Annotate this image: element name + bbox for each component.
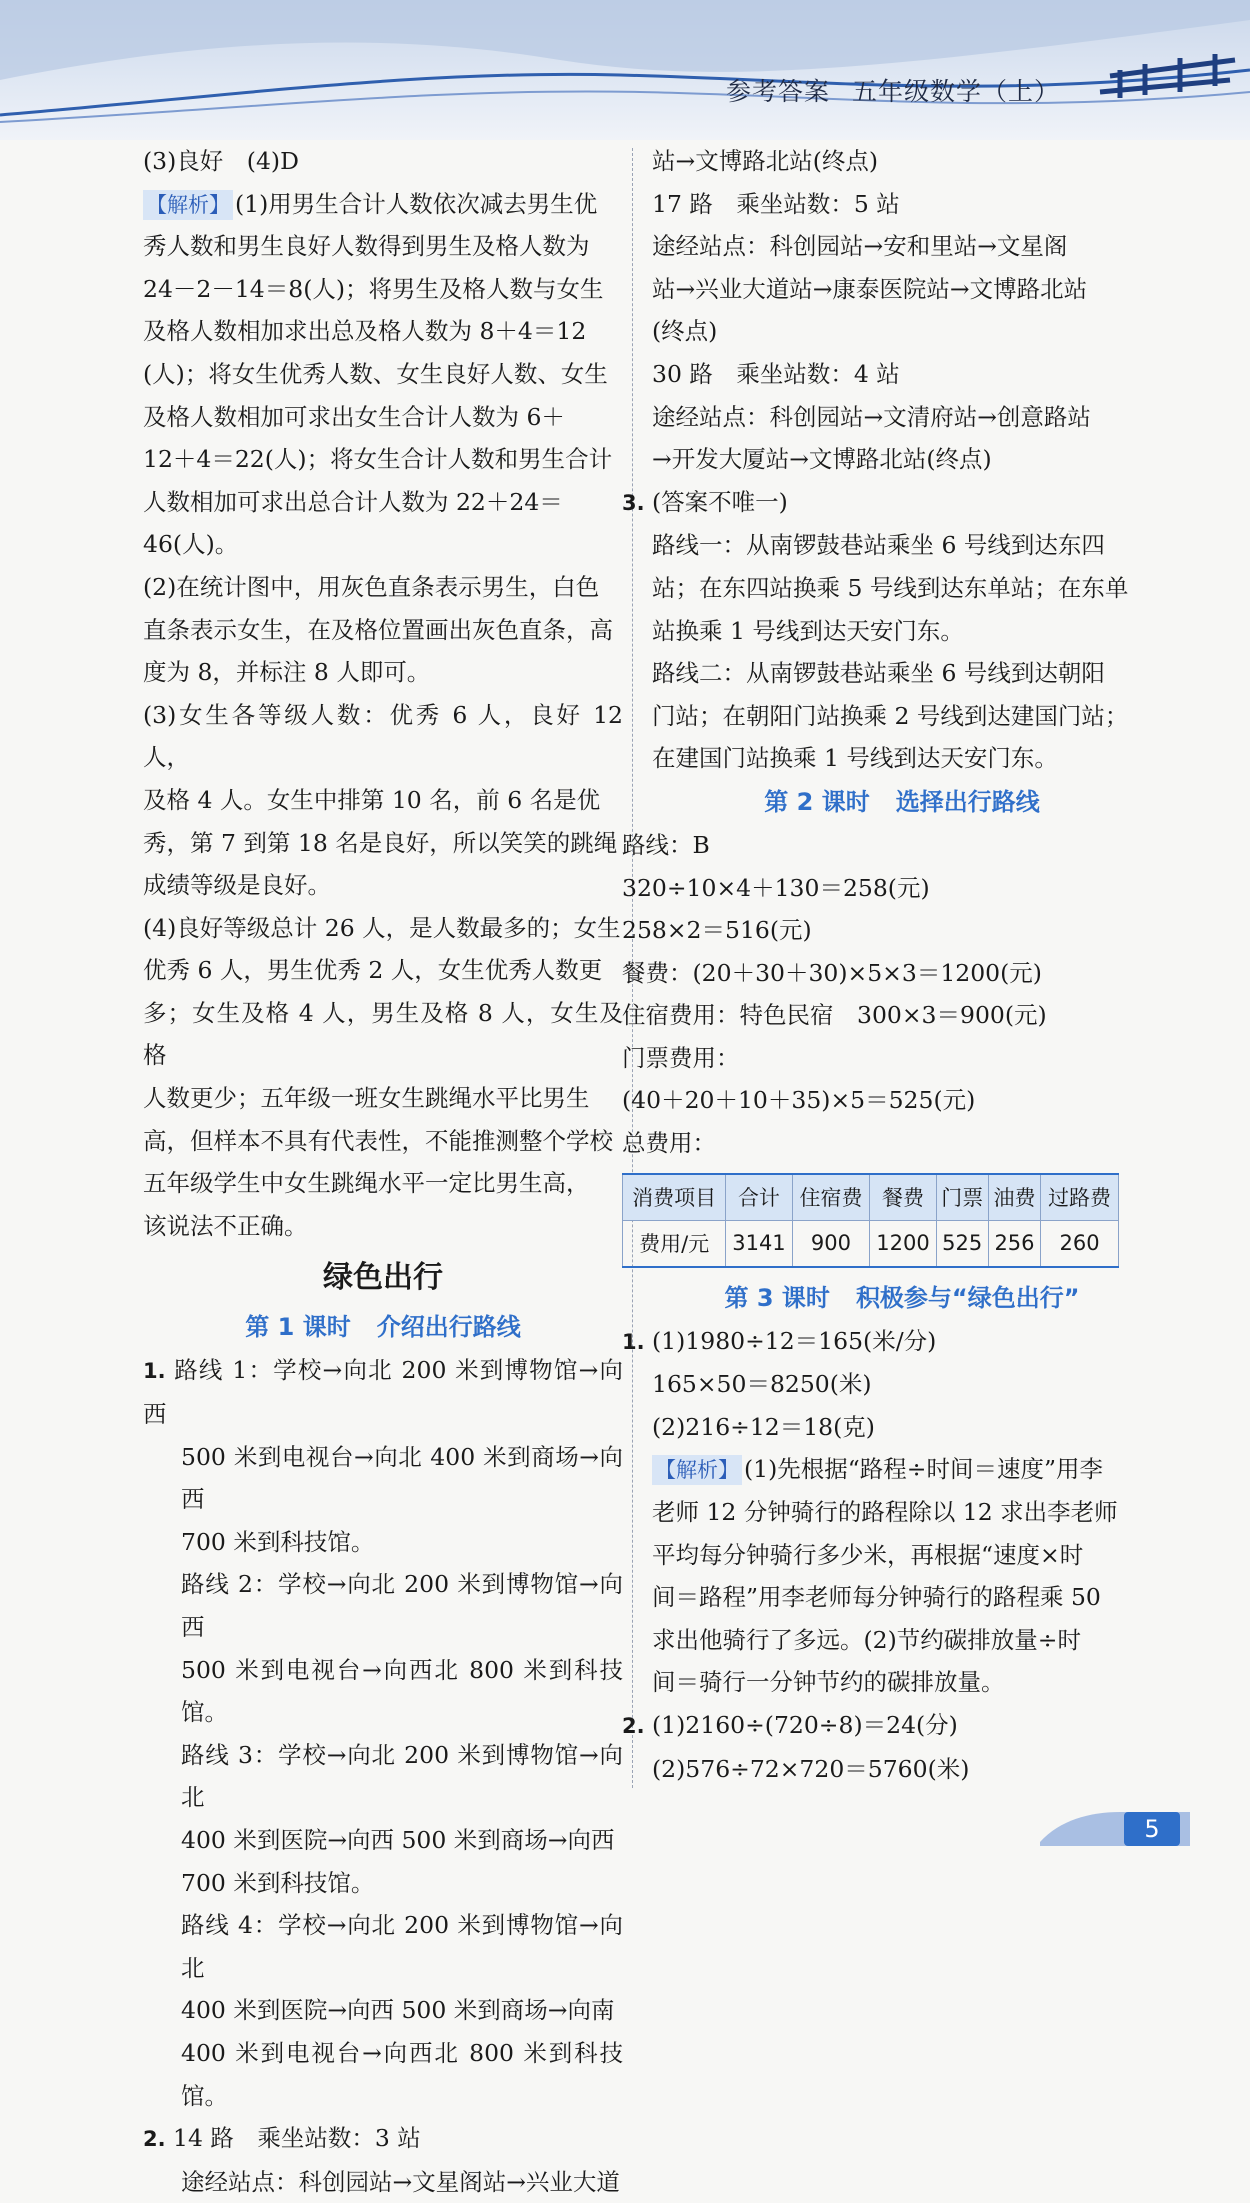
table-cell: 3141 (726, 1220, 792, 1267)
lesson-3-analysis-body (652, 1491, 1152, 1704)
text-line: (3)女生各等级人数：优秀 6 人，良好 12 人， (143, 700, 623, 772)
question-1 (143, 1349, 623, 1435)
question-2-body (143, 2161, 623, 2203)
text-line: 途经站点：科创园站→文星阁站→兴业大道 (181, 2167, 620, 2196)
text-line: 餐费：(20＋30＋30)×5×3＝1200(元) (622, 958, 1042, 987)
text-line: 及格人数相加可求出女生合计人数为 6＋ (143, 402, 565, 431)
text-line: 及格人数相加求出总及格人数为 8＋4＝12 (143, 317, 587, 346)
text-line: 住宿费用：特色民宿 300×3＝900(元) (622, 1001, 1047, 1030)
text-line: (终点) (652, 317, 718, 346)
section-title: 绿色出行 (323, 1260, 443, 1296)
question-3-first-line: (答案不唯一) (652, 487, 788, 516)
bus-routes-continued (652, 140, 1152, 481)
text-line: 及格 4 人。女生中排第 10 名，前 6 名是优 (143, 785, 601, 814)
text-line: 258×2＝516(元) (622, 916, 812, 945)
question-number: 2. (143, 2127, 166, 2152)
lesson-2-heading (652, 780, 1152, 824)
text-line: 站换乘 1 号线到达天安门东。 (652, 616, 964, 645)
text-line: 总费用： (622, 1129, 716, 1158)
text-line: 400 米到医院→向西 500 米到商场→向南 (181, 1996, 615, 2025)
text-line: 直条表示女生，在及格位置画出灰色直条，高 (143, 615, 613, 644)
lesson-3-q2-body (652, 1748, 1152, 1791)
text-line: 24－2－14＝8(人)；将男生及格人数与女生 (143, 274, 604, 303)
text-line: 多；女生及格 4 人，男生及格 8 人，女生及格 (143, 998, 623, 1070)
lesson-1-heading (143, 1305, 623, 1349)
lesson-3-label: 第 3 课时 (724, 1283, 830, 1312)
question-1-first-line: 路线 1：学校→向北 200 米到博物馆→向西 (143, 1356, 623, 1429)
text-line: 该说法不正确。 (143, 1211, 308, 1240)
analysis-first-line: (1)用男生合计人数依次减去男生优 (235, 189, 598, 218)
text-line: 高，但样本不具有代表性，不能推测整个学校 (143, 1126, 613, 1155)
lesson-3-question-2 (622, 1704, 1152, 1748)
lesson-3-q2-first-line: (1)2160÷(720÷8)＝24(分) (652, 1711, 958, 1739)
table-cell: 消费项目 (623, 1174, 726, 1221)
question-number: 1. (622, 1329, 645, 1354)
answer-line: (3)良好 (4)D (143, 147, 299, 175)
lesson-3-q1-first-line: (1)1980÷12＝165(米/分) (652, 1326, 937, 1355)
question-number: 3. (622, 490, 645, 515)
header-left-label: 参考答案 (725, 77, 830, 106)
text-line: (人)；将女生优秀人数、女生良好人数、女生 (143, 359, 608, 388)
lesson-3-question-1 (622, 1320, 1152, 1364)
cost-table-data-row (623, 1220, 1119, 1267)
text-line: 路线 4：学校→向北 200 米到博物馆→向北 (181, 1911, 623, 1982)
table-cell: 525 (936, 1220, 988, 1267)
text-line: 17 路 乘坐站数：5 站 (652, 189, 900, 218)
cost-table (622, 1173, 1119, 1268)
text-line: 500 米到电视台→向北 400 米到商场→向西 (181, 1442, 623, 1514)
table-cell: 260 (1041, 1220, 1119, 1267)
lesson-3-title: 积极参与“绿色出行” (855, 1283, 1080, 1312)
header-wave-decoration (0, 0, 1250, 140)
question-2 (143, 2117, 623, 2161)
question-number: 2. (622, 1714, 645, 1738)
text-line: 700 米到科技馆。 (181, 1868, 375, 1897)
analysis-tag: 【解析】 (652, 1455, 742, 1485)
lesson-3-heading (652, 1276, 1152, 1320)
analysis-body (143, 225, 623, 1247)
text-line: (2)216÷12＝18(克) (652, 1412, 875, 1441)
question-1-body (143, 1436, 623, 2118)
text-line: 站→文博路北站(终点) (652, 147, 879, 175)
text-line: 途经站点：科创园站→文清府站→创意路站 (652, 402, 1091, 431)
text-line: (2)576÷72×720＝5760(米) (652, 1754, 970, 1783)
left-column (143, 140, 623, 2203)
page-header (0, 0, 1250, 140)
text-line: 12＋4＝22(人)；将女生合计人数和男生合计 (143, 445, 613, 474)
lesson-3-analysis (652, 1448, 1152, 1491)
table-cell: 费用/元 (623, 1220, 726, 1267)
text-line: 在建国门站换乘 1 号线到达天安门东。 (652, 744, 1058, 773)
lesson-2-title: 选择出行路线 (895, 787, 1040, 816)
lesson-2-label: 第 2 课时 (764, 787, 870, 816)
text-line: →开发大厦站→文博路北站(终点) (652, 445, 992, 474)
text-line: (2)在统计图中，用灰色直条表示男生，白色 (143, 572, 600, 601)
table-cell: 住宿费 (792, 1174, 870, 1221)
header-right-label: 五年级数学（上） (851, 77, 1060, 106)
text-line: 500 米到电视台→向西北 800 米到科技馆。 (181, 1655, 623, 1727)
text-line: 五年级学生中女生跳绳水平一定比男生高， (143, 1169, 590, 1198)
text-line: 路线一：从南锣鼓巷站乘坐 6 号线到达东四 (652, 531, 1105, 560)
text-line: 路线二：从南锣鼓巷站乘坐 6 号线到达朝阳 (652, 659, 1105, 688)
question-2-first-line: 14 路 乘坐站数：3 站 (173, 2124, 421, 2153)
right-column (622, 140, 1152, 1790)
text-line: 165×50＝8250(米) (652, 1370, 872, 1399)
text-line: 老师 12 分钟骑行的路程除以 12 求出李老师 (652, 1498, 1118, 1527)
text-line: 路线 3：学校→向北 200 米到博物馆→向北 (181, 1740, 623, 1812)
table-cell: 合计 (726, 1174, 792, 1221)
table-cell: 门票 (936, 1174, 988, 1221)
question-3 (622, 481, 1152, 525)
text-line: 平均每分钟骑行多少米，再根据“速度×时 (652, 1540, 1084, 1569)
table-cell: 900 (792, 1220, 870, 1267)
text-line: 求出他骑行了多远。(2)节约碳排放量÷时 (652, 1625, 1081, 1654)
question-3-body (652, 524, 1152, 780)
text-line: 700 米到科技馆。 (181, 1527, 375, 1556)
text-line: 站；在东四站换乘 5 号线到达东单站；在东单 (652, 573, 1129, 602)
text-line: 度为 8，并标注 8 人即可。 (143, 658, 431, 687)
bridge-icon (1100, 54, 1235, 98)
table-cell: 过路费 (1041, 1174, 1119, 1221)
text-line: 成绩等级是良好。 (143, 871, 331, 900)
lesson-3-analysis-first-line: (1)先根据“路程÷时间＝速度”用李 (744, 1455, 1104, 1484)
text-line: 400 米到电视台→向西北 800 米到科技馆。 (181, 2038, 623, 2110)
text-line: 人数更少；五年级一班女生跳绳水平比男生 (143, 1084, 590, 1113)
text-line: 门站；在朝阳门站换乘 2 号线到达建国门站； (652, 701, 1129, 730)
text-line: 门票费用： (622, 1043, 740, 1072)
text-line: 320÷10×4＋130＝258(元) (622, 873, 930, 902)
table-cell: 餐费 (870, 1174, 936, 1221)
text-line: 秀，第 7 到第 18 名是良好，所以笑笑的跳绳 (143, 828, 618, 857)
text-line: (40＋20＋10＋35)×5＝525(元) (622, 1086, 976, 1115)
text-line: 400 米到医院→向西 500 米到商场→向西 (181, 1825, 615, 1854)
text-line: 46(人)。 (143, 530, 239, 559)
table-cell: 油费 (988, 1174, 1040, 1221)
lesson-1-label: 第 1 课时 (245, 1313, 351, 1342)
lesson-2-body (622, 824, 1152, 1165)
page-number: 5 (1144, 1815, 1160, 1843)
analysis-paragraph (143, 183, 623, 226)
table-cell: 1200 (870, 1220, 936, 1267)
text-line: 人数相加可求出总合计人数为 22＋24＝ (143, 487, 563, 516)
text-line: 优秀 6 人，男生优秀 2 人，女生优秀人数更 (143, 956, 603, 985)
table-cell: 256 (988, 1220, 1040, 1267)
analysis-tag: 【解析】 (143, 190, 233, 220)
text-line: 路线：B (622, 830, 710, 859)
text-line: 间＝骑行一分钟节约的碳排放量。 (652, 1668, 1005, 1697)
question-number: 1. (143, 1359, 166, 1384)
cost-table-header-row (623, 1174, 1119, 1221)
header-title (726, 72, 1060, 108)
text-line: 站→兴业大道站→康泰医院站→文博路北站 (652, 274, 1088, 303)
lesson-3-q1-body (652, 1363, 1152, 1448)
text-line: 秀人数和男生良好人数得到男生及格人数为 (143, 232, 590, 261)
text-line: 途经站点：科创园站→安和里站→文星阁 (652, 232, 1068, 261)
text-line: 间＝路程”用李老师每分钟骑行的路程乘 50 (652, 1583, 1101, 1612)
text-line: 30 路 乘坐站数：4 站 (652, 359, 900, 388)
text-line: 路线 2：学校→向北 200 米到博物馆→向西 (181, 1570, 623, 1641)
lesson-1-title: 介绍出行路线 (376, 1313, 521, 1342)
text-line: (4)良好等级总计 26 人，是人数最多的；女生 (143, 913, 621, 942)
